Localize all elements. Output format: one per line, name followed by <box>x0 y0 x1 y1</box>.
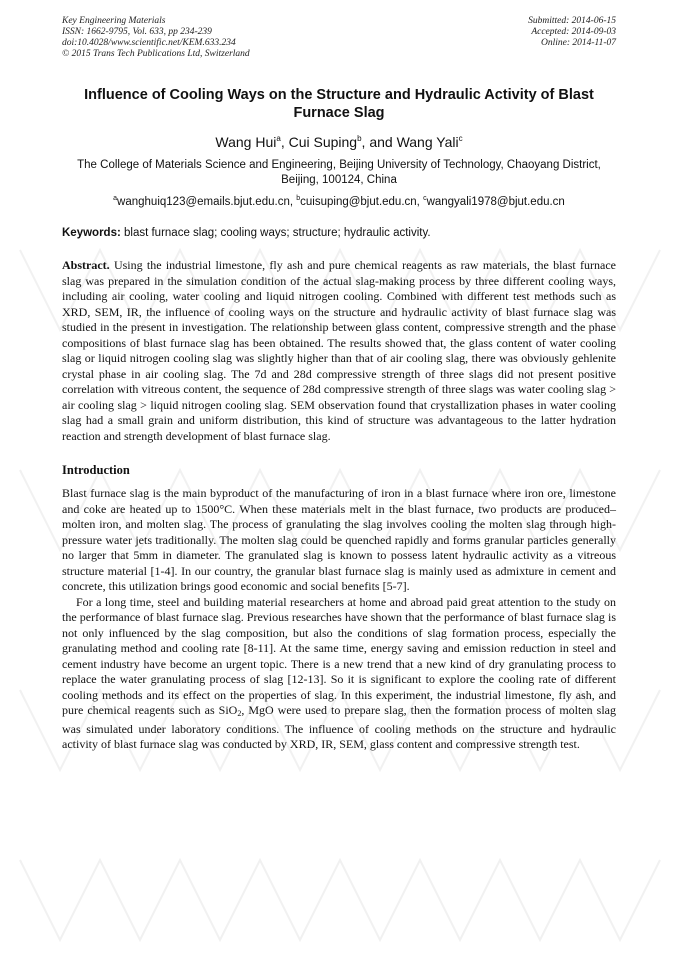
email-mark: c <box>423 195 427 202</box>
affiliation: The College of Materials Science and Engineering, Beijing University of Technology, Chaoyang District, Beijing, 100124, China <box>77 159 601 186</box>
email-mark: a <box>113 195 118 202</box>
author-name: Wang Yali <box>396 134 459 150</box>
journal-header <box>62 16 616 60</box>
keywords-label: Keywords: <box>62 227 121 239</box>
abstract-label: Abstract. <box>62 258 110 272</box>
email-mark: b <box>296 195 301 202</box>
email-address: wangyali1978@bjut.edu.cn <box>426 196 565 208</box>
author-list <box>62 134 616 150</box>
paper-title: Influence of Cooling Ways on the Structure and Hydraulic Activity of Blast Furnace Slag <box>84 87 594 121</box>
intro-paragraph-2-text: For a long time, steel and building material researchers at home and abroad paid great attention to the study on the performance of blast furnace slag. Previous researches have shown that the performance of blast furnace slag is not only influenced by the slag composition, but also the conditions of slag formation process, especially the granulating method and cooling rate [8-11]. At the same time, energy saving and emission reduction in steel and cement industry have become an urgent topic. There is a new trend that a new kind of dry granulating process to replace the water granulating process of slag [12-13]. So it is significant to explore the cooling rate of different cooling methods and its effect on the properties of slag. In this experiment, the industrial limestone, fly ash, and pure chemical reagents such as SiO <box>62 594 616 717</box>
journal-name: Key Engineering Materials <box>62 16 166 26</box>
intro-paragraph-1: Blast furnace slag is the main byproduct of the manufacturing of iron in a blast furnace where iron ore, limestone and coke are heated up to 1500°C. When these materials melt in the blast furnace, two products are produced–molten iron, and molten slag. The process of granulating the slag involves cooling the molten slag through high-pressure water jets traditionally. The molten slag could be quenched rapidly and forms granular particles generally no larger that 5mm in diameter. The granulated slag is known to possess latent hydraulic activity as a vitreous structure material [1-4]. In our country, the granular blast furnace slag is mainly used as admixture in cement and concrete, this utilization brings good economic and social benefits [5-7]. <box>62 486 616 593</box>
author-separator: , <box>280 134 289 150</box>
author-mark: a <box>276 134 281 143</box>
keywords <box>62 227 616 239</box>
author-name: Cui Suping <box>288 134 358 150</box>
author-name: Wang Hui <box>215 134 277 150</box>
issn-line: ISSN: 1662-9795, Vol. 633, pp 234-239 <box>62 27 212 37</box>
email-address: wanghuiq123@emails.bjut.edu.cn <box>117 196 290 208</box>
journal-info <box>62 16 250 60</box>
email-separator: , <box>416 196 424 208</box>
email-separator: , <box>289 196 297 208</box>
author-mark: b <box>357 134 362 143</box>
submitted-date: Submitted: 2014-06-15 <box>528 16 616 26</box>
intro-paragraph-2 <box>62 595 616 753</box>
abstract-text: Using the industrial limestone, fly ash and pure chemical reagents as raw materials, the blast furnace slag was prepared in the simulation condition of the actual slag-making process by three different cooling ways, including air cooling, water cooling and liquid nitrogen cooling. Combined with different test methods such as XRD, SEM, IR, the influence of cooling ways on the structure and hydraulic activity of blast furnace slag was studied in the present in investigation. The relationship between glass content, compressive strength and the phase compositions of blast furnace slag has been obtained. The results showed that, the glass content of water cooling slag or liquid nitrogen cooling slag was slightly higher than that of air cooling slag, there was obviously gehlenite crystal phase in air cooling slag. The 7d and 28d compressive strength of three slags did not present positive correlation with vitreous content, the sequence of 28d compressive strength of three slags was water cooling slag > air cooling slag > liquid nitrogen cooling slag. SEM observation found that crystallization phases in water cooling slag had a small grain and uniform distribution, this kind of structure was advantageous to the latter hydration reaction and strength development of blast furnace slag. <box>62 258 616 443</box>
author-mark: c <box>458 134 463 143</box>
online-date: Online: 2014-11-07 <box>540 38 616 48</box>
intro-paragraph-2-text: , MgO were used to prepare slag, then the formation process of molten slag was simulated under laboratory conditions. The influence of cooling methods on the structure and hydraulic activity of blast furnace slag was conducted by XRD, IR, SEM, glass content and compressive strength test. <box>62 703 616 751</box>
doi-line: doi:10.4028/www.scientific.net/KEM.633.234 <box>62 38 236 48</box>
keywords-text: blast furnace slag; cooling ways; structure; hydraulic activity. <box>120 227 431 239</box>
accepted-date: Accepted: 2014-09-03 <box>531 27 616 37</box>
publication-dates <box>528 16 616 60</box>
email-list <box>62 195 616 208</box>
copyright-line: © 2015 Trans Tech Publications Ltd, Switzerland <box>62 49 250 59</box>
subscript: 2 <box>237 709 242 718</box>
email-address: cuisuping@bjut.edu.cn <box>300 196 417 208</box>
author-separator: , and <box>361 134 397 150</box>
abstract <box>62 258 616 444</box>
section-heading-introduction: Introduction <box>62 463 130 477</box>
